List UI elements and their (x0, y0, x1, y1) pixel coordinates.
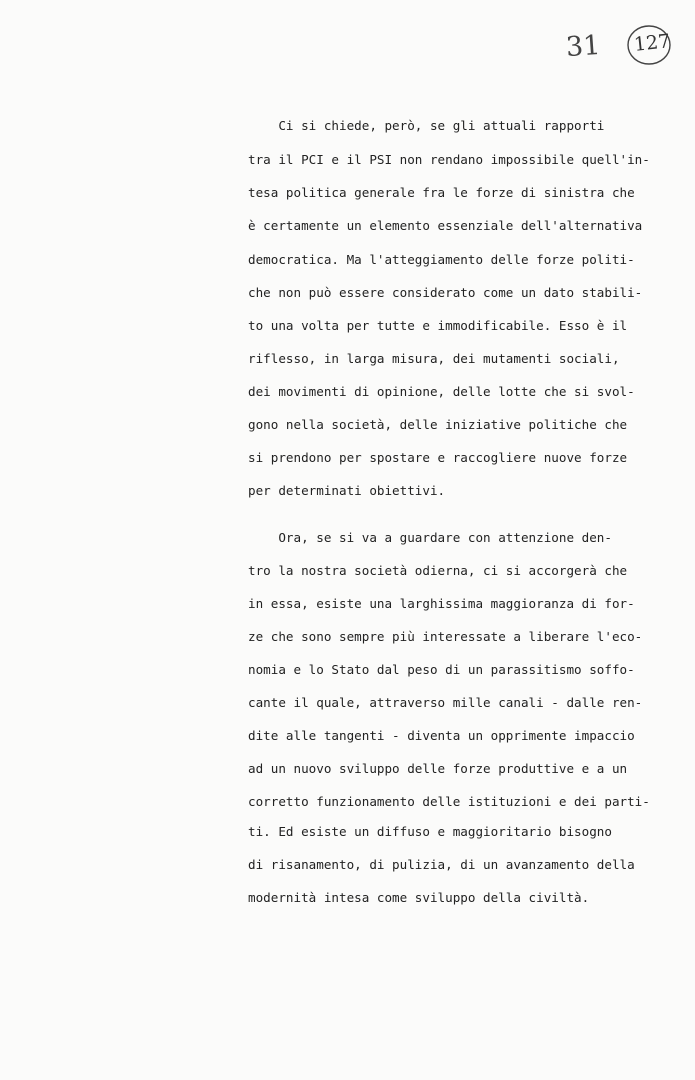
text-line: che non può essere considerato come un dato stabili- (248, 285, 643, 300)
text-line: ti. Ed esiste un diffuso e maggioritario bisogno (248, 824, 612, 839)
text-line: cante il quale, attraverso mille canali - dalle ren- (248, 695, 643, 710)
text-line: tra il PCI e il PSI non rendano impossibile quell'in- (248, 152, 650, 167)
archive-stamp (625, 23, 673, 67)
text-line: modernità intesa come sviluppo della civiltà. (248, 890, 590, 905)
text-line: Ora, se si va a guardare con attenzione den- (248, 530, 612, 545)
text-line: di risanamento, di pulizia, di un avanzamento della (248, 857, 635, 872)
text-line: corretto funzionamento delle istituzioni e dei parti- (248, 794, 650, 809)
archive-stamp-number: 127 (632, 30, 672, 56)
text-line: ad un nuovo sviluppo delle forze produttive e a un (248, 761, 628, 776)
text-line: per determinati obiettivi. (248, 483, 446, 498)
text-line: tesa politica generale fra le forze di sinistra che (248, 185, 635, 200)
text-line: è certamente un elemento essenziale dell'alternativa (248, 218, 643, 233)
text-line: dite alle tangenti - diventa un opprimente impaccio (248, 728, 635, 743)
text-line: tro la nostra società odierna, ci si accorgerà che (248, 563, 628, 578)
text-line: democratica. Ma l'atteggiamento delle forze politi- (248, 252, 635, 267)
text-line: gono nella società, delle iniziative politiche che (248, 417, 628, 432)
text-line: to una volta per tutte e immodificabile. Esso è il (248, 318, 628, 333)
text-line: nomia e lo Stato dal peso di un parassitismo soffo- (248, 662, 635, 677)
text-line: Ci si chiede, però, se gli attuali rapporti (248, 118, 605, 133)
text-line: riflesso, in larga misura, dei mutamenti sociali, (248, 351, 620, 366)
text-line: si prendono per spostare e raccogliere nuove forze (248, 450, 628, 465)
text-line: ze che sono sempre più interessate a liberare l'eco- (248, 629, 643, 644)
handwritten-page-number: 31 (564, 29, 602, 64)
text-line: in essa, esiste una larghissima maggioranza di for- (248, 596, 635, 611)
text-line: dei movimenti di opinione, delle lotte che si svol- (248, 384, 635, 399)
